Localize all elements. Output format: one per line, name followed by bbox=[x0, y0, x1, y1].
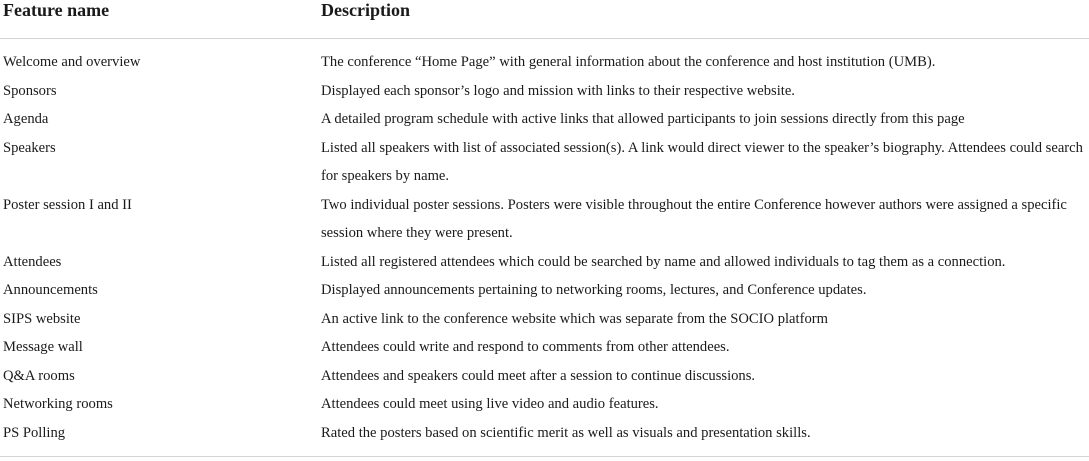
description-cell: Listed all registered attendees which could be searched by name and allowed individuals to tag them as a connection. bbox=[321, 253, 1006, 270]
table-row bbox=[0, 305, 1089, 334]
table-row bbox=[0, 419, 1089, 454]
table-row bbox=[0, 39, 1089, 77]
feature-cell: PS Polling bbox=[3, 424, 66, 441]
description-cell: Rated the posters based on scientific merit as well as visuals and presentation skills. bbox=[321, 424, 811, 441]
feature-cell: Attendees bbox=[3, 253, 62, 270]
feature-cell: Speakers bbox=[3, 139, 56, 156]
description-cell: The conference “Home Page” with general information about the conference and host institution (UMB). bbox=[321, 54, 936, 70]
table-row bbox=[0, 191, 1089, 248]
feature-cell: SIPS website bbox=[3, 310, 81, 327]
feature-cell: Message wall bbox=[3, 339, 83, 355]
feature-cell: Sponsors bbox=[3, 82, 57, 99]
table-row bbox=[0, 333, 1089, 362]
description-cell: A detailed program schedule with active links that allowed participants to join sessions directly from this page bbox=[321, 111, 965, 127]
description-cell: Attendees could meet using live video and audio features. bbox=[321, 396, 659, 412]
table-header-row bbox=[0, 0, 1089, 39]
description-cell: Two individual poster sessions. Posters were visible throughout the entire Conference however authors were assigned a specific session where they were present. bbox=[321, 196, 1067, 241]
feature-cell: Networking rooms bbox=[3, 396, 113, 412]
table-row bbox=[0, 248, 1089, 277]
table-row bbox=[0, 390, 1089, 419]
description-cell: Displayed each sponsor’s logo and mission with links to their respective website. bbox=[321, 82, 795, 99]
description-cell: Listed all speakers with list of associated session(s). A link would direct viewer to the speaker’s biography. Attendees could search for speakers by name. bbox=[321, 139, 1083, 184]
table-row bbox=[0, 362, 1089, 391]
feature-cell: Poster session I and II bbox=[3, 196, 132, 213]
feature-cell: Agenda bbox=[3, 111, 49, 127]
table-row bbox=[0, 105, 1089, 134]
column-header-feature-name: Feature name bbox=[0, 0, 321, 39]
description-cell: An active link to the conference website which was separate from the SOCIO platform bbox=[321, 310, 828, 327]
table-bottom-rule bbox=[0, 456, 1089, 457]
feature-cell: Q&A rooms bbox=[3, 367, 75, 384]
table-row bbox=[0, 276, 1089, 305]
table-row bbox=[0, 77, 1089, 106]
feature-cell: Announcements bbox=[3, 282, 98, 298]
table-row bbox=[0, 134, 1089, 191]
feature-cell: Welcome and overview bbox=[3, 54, 141, 70]
description-cell: Displayed announcements pertaining to networking rooms, lectures, and Conference updates. bbox=[321, 282, 867, 298]
column-header-description: Description bbox=[321, 0, 1089, 39]
description-cell: Attendees could write and respond to comments from other attendees. bbox=[321, 339, 730, 355]
description-cell: Attendees and speakers could meet after a session to continue discussions. bbox=[321, 367, 756, 384]
